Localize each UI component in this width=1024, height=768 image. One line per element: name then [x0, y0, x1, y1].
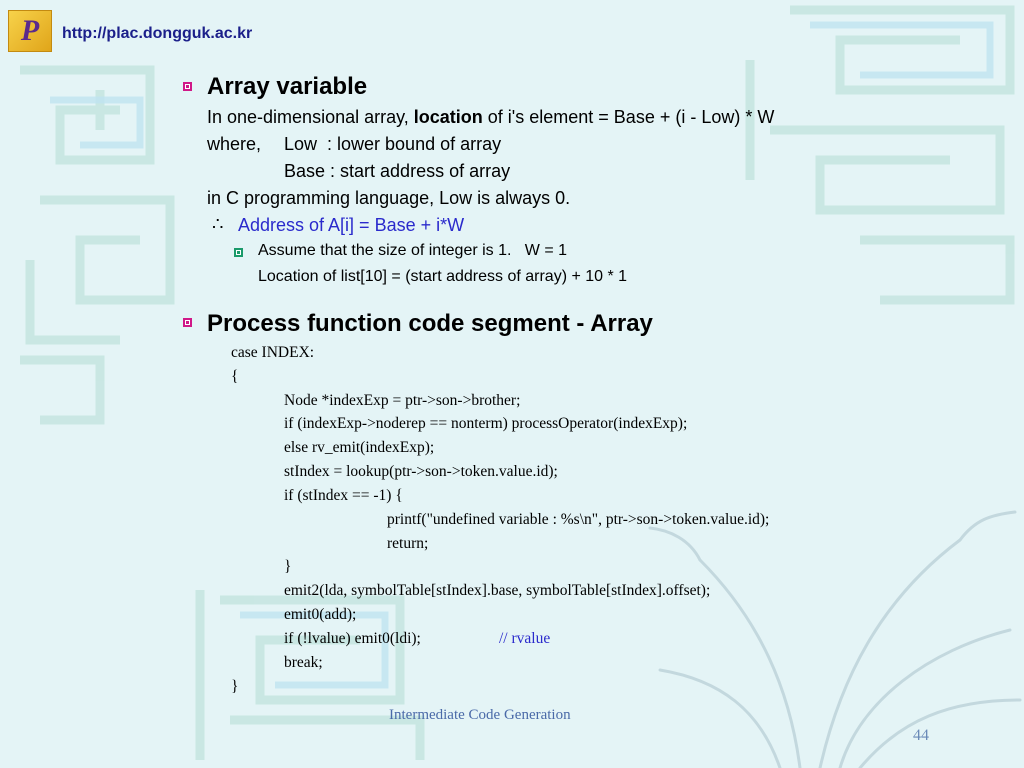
therefore-symbol: ∴ — [212, 214, 224, 234]
code-line: } — [284, 558, 292, 575]
site-url-link[interactable]: http://plac.dongguk.ac.kr — [62, 25, 253, 42]
section-title-array-variable: Array variable — [207, 73, 368, 100]
address-formula: Address of A[i] = Base + i*W — [238, 215, 465, 235]
code-line: } — [231, 678, 239, 695]
code-line: return; — [387, 535, 429, 552]
formula-text-post: of i's element = Base + (i - Low) * W — [482, 107, 775, 127]
code-line: Node *indexExp = ptr->son->brother; — [284, 392, 521, 409]
sub-bullet-icon — [234, 248, 243, 257]
code-line: { — [231, 368, 239, 385]
logo-letter: P — [20, 14, 40, 47]
c-language-note: in C programming language, Low is always 0. — [207, 188, 571, 208]
code-line: printf("undefined variable : %s\n", ptr->son->token.value.id); — [387, 511, 770, 528]
code-line: emit2(lda, symbolTable[stIndex].base, symbolTable[stIndex].offset); — [284, 582, 711, 599]
code-line: stIndex = lookup(ptr->son->token.value.id); — [284, 463, 558, 480]
code-line: else rv_emit(indexExp); — [284, 439, 435, 456]
base-definition: Base : start address of array — [284, 161, 511, 181]
section-title-process-function: Process function code segment - Array — [207, 310, 653, 337]
location-formula-line — [207, 107, 774, 128]
code-line: break; — [284, 654, 323, 671]
list-location-example: Location of list[10] = (start address of array) + 10 * 1 — [258, 268, 628, 285]
code-comment: // rvalue — [499, 630, 551, 647]
code-line: if (!lvalue) emit0(ldi); — [284, 630, 421, 647]
formula-text-bold: location — [413, 107, 483, 127]
code-line: emit0(add); — [284, 606, 357, 623]
section-bullet-icon — [183, 82, 192, 91]
formula-text-pre: In one-dimensional array, — [207, 107, 414, 127]
where-label: where, — [207, 134, 262, 154]
code-line: if (stIndex == -1) { — [284, 487, 403, 504]
low-definition: Low : lower bound of array — [284, 134, 502, 154]
footer-title: Intermediate Code Generation — [389, 707, 571, 723]
code-line: if (indexExp->noderep == nonterm) processOperator(indexExp); — [284, 415, 688, 432]
page-number: 44 — [913, 727, 929, 744]
code-line: case INDEX: — [231, 344, 315, 361]
section-bullet-icon — [183, 318, 192, 327]
integer-size-assumption: Assume that the size of integer is 1. W = 1 — [258, 242, 568, 259]
